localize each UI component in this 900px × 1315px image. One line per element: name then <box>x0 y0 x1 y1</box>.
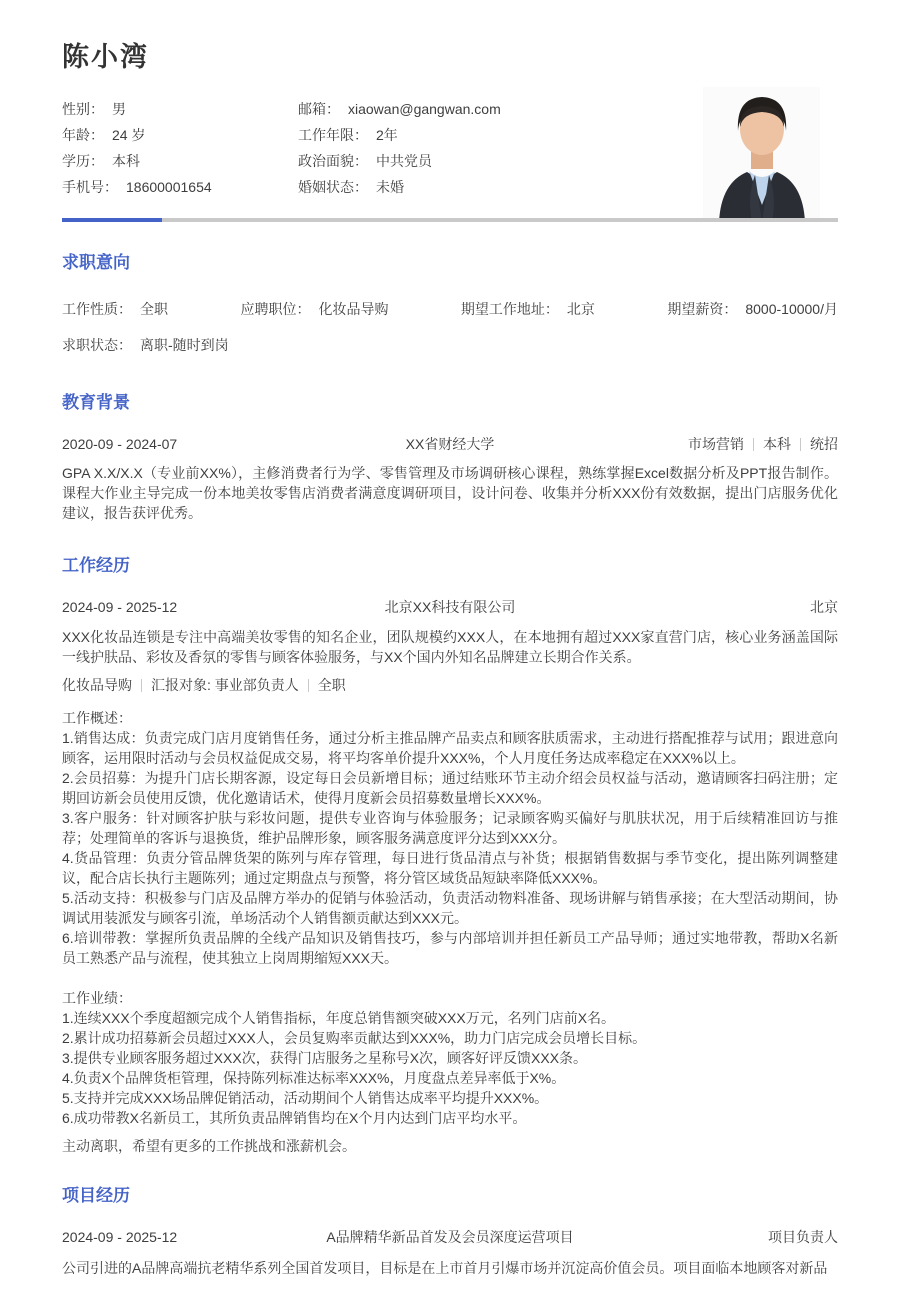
work-overview-item: 4.货品管理：负责分管品牌货架的陈列与库存管理，每日进行货品清点与补货；根据销售数据与季节变化，提出陈列调整建议，配合店长执行主题陈列；通过定期盘点与预警，将分管区域货品短缺率降低XXX%。 <box>62 850 838 886</box>
work-period: 2024-09 - 2025-12 <box>62 599 178 615</box>
education-school: XX省财经大学 <box>405 436 495 452</box>
info-age: 年龄： 24 岁 <box>62 127 146 143</box>
intent-salary: 期望薪资： 8000-10000/月 <box>667 301 838 317</box>
work-achievement-item: 6.成功带教X名新员工，其所负责品牌销售均在X个月内达到门店平均水平。 <box>62 1110 527 1126</box>
info-political-status: 政治面貌： 中共党员 <box>298 153 432 169</box>
work-achievement-item: 4.负责X个品牌货柜管理，保持陈列标准达标率XXX%，月度盘点差异率低于X%。 <box>62 1070 566 1086</box>
work-position: 化妆品导购 <box>62 677 132 693</box>
resume-page <box>0 40 900 1278</box>
person-portrait-illustration <box>703 87 820 222</box>
work-job-type: 全职 <box>317 677 346 693</box>
work-overview-item: 2.会员招募：为提升门店长期客源，设定每日会员新增目标；通过结账环节主动介绍会员权益与活动，邀请顾客扫码注册；定期回访新会员使用反馈，优化邀请话术，使得月度新会员招募数量增长XXX%。 <box>62 770 838 806</box>
separator <box>308 679 309 692</box>
work-position-row <box>62 675 346 695</box>
job-intent-row2 <box>62 335 838 355</box>
education-entry-row <box>62 434 838 454</box>
info-marital-status: 婚姻状态： 未婚 <box>298 179 404 195</box>
section-title-job-intent: 求职意向 <box>62 253 130 272</box>
work-leave-reason: 主动离职，希望有更多的工作挑战和涨薪机会。 <box>62 1138 356 1154</box>
work-achievement-block <box>62 988 838 1128</box>
work-achievement-item: 5.支持并完成XXX场品牌促销活动，活动期间个人销售达成率平均提升XXX%。 <box>62 1090 549 1106</box>
header-divider <box>62 218 838 222</box>
work-overview-item: 5.活动支持：积极参与门店及品牌方举办的促销与体验活动，负责活动物料准备、现场讲解与销售承接；在大型活动期间，协调试用装派发与顾客引流，单场活动个人销售额贡献达到XXX元。 <box>62 890 838 926</box>
work-report-to: 汇报对象: 事业部负责人 <box>151 677 299 693</box>
work-overview-item: 6.培训带教：掌握所负责品牌的全线产品知识及销售技巧，参与内部培训并担任新员工产品导师；通过实地带教，帮助X名新员工熟悉产品与流程，使其独立上岗周期缩短XXX天。 <box>62 930 838 966</box>
work-location: 北京 <box>810 599 838 615</box>
education-period: 2020-09 - 2024-07 <box>62 436 178 452</box>
separator <box>141 679 142 692</box>
intent-position: 应聘职位： 化妆品导购 <box>240 301 389 317</box>
intent-location: 期望工作地址： 北京 <box>460 301 595 317</box>
education-major: 市场营销 <box>688 436 744 452</box>
work-achievement-item: 3.提供专业顾客服务超过XXX次，获得门店服务之星称号X次，顾客好评反馈XXX条。 <box>62 1050 588 1066</box>
section-title-work: 工作经历 <box>62 556 130 575</box>
separator <box>753 438 754 451</box>
project-description: 公司引进的A品牌高端抗老精华系列全国首发项目，目标是在上市首月引爆市场并沉淀高价值会员。项目面临本地顾客对新品 <box>62 1260 828 1276</box>
project-period: 2024-09 - 2025-12 <box>62 1229 178 1245</box>
header-divider-accent <box>62 218 162 222</box>
section-title-education: 教育背景 <box>62 393 130 412</box>
section-title-project: 项目经历 <box>62 1186 130 1205</box>
candidate-name: 陈小湾 <box>62 42 149 72</box>
education-description: GPA X.X/X.X（专业前XX%），主修消费者行为学、零售管理及市场调研核心课程，熟练掌握Excel数据分析及PPT报告制作。课程大作业主导完成一份本地美妆零售店消费者满意度调研项目，设计问卷、收集并分析XXX份有效数据，提出门店服务优化建议，报告获评优秀。 <box>62 465 838 521</box>
info-work-years: 工作年限： 2年 <box>298 127 398 143</box>
work-achievement-item: 2.累计成功招募新会员超过XXX人，会员复购率贡献达到XXX%，助力门店完成会员增长目标。 <box>62 1030 647 1046</box>
work-entry-row <box>62 597 838 617</box>
intent-status: 求职状态： 离职-随时到岗 <box>62 337 229 353</box>
personal-info-grid <box>62 96 622 200</box>
intent-work-type: 工作性质： 全职 <box>62 301 168 317</box>
info-phone: 手机号： 18600001654 <box>62 179 212 195</box>
education-degree: 本科 <box>763 436 791 452</box>
id-photo <box>703 87 820 222</box>
education-enroll-type: 统招 <box>810 436 838 452</box>
project-entry-row <box>62 1227 838 1247</box>
work-overview-item: 1.销售达成：负责完成门店月度销售任务，通过分析主推品牌产品卖点和顾客肤质需求，主动进行搭配推荐与试用；跟进意向顾客，运用限时活动与会员权益促成交易，将平均客单价提升XXX%，个人月度任务达成率稳定在XXX%以上。 <box>62 730 838 766</box>
company-intro: XXX化妆品连锁是专注中高端美妆零售的知名企业，团队规模约XXX人，在本地拥有超过XXX家直营门店，核心业务涵盖国际一线护肤品、彩妆及香氛的零售与顾客体验服务，与XX个国内外知名品牌建立长期合作关系。 <box>62 629 838 665</box>
project-name: A品牌精华新品首发及会员深度运营项目 <box>326 1229 574 1245</box>
work-achievement-title: 工作业绩： <box>62 990 132 1006</box>
work-company: 北京XX科技有限公司 <box>384 599 516 615</box>
info-gender: 性别： 男 <box>62 101 126 117</box>
work-achievement-item: 1.连续XXX个季度超额完成个人销售指标，年度总销售额突破XXX万元，名列门店前X名。 <box>62 1010 616 1026</box>
education-meta <box>494 434 838 454</box>
work-overview-block <box>62 708 838 968</box>
work-overview-title: 工作概述： <box>62 710 132 726</box>
separator <box>800 438 801 451</box>
project-role: 项目负责人 <box>768 1229 838 1245</box>
info-education-level: 学历： 本科 <box>62 153 140 169</box>
job-intent-row1 <box>62 299 838 319</box>
info-email: 邮箱： xiaowan@gangwan.com <box>298 101 501 117</box>
work-overview-item: 3.客户服务：针对顾客护肤与彩妆问题，提供专业咨询与体验服务；记录顾客购买偏好与肌肤状况，用于后续精准回访与推荐；处理简单的客诉与退换货，维护品牌形象，顾客服务满意度评分达到XXX分。 <box>62 810 838 846</box>
